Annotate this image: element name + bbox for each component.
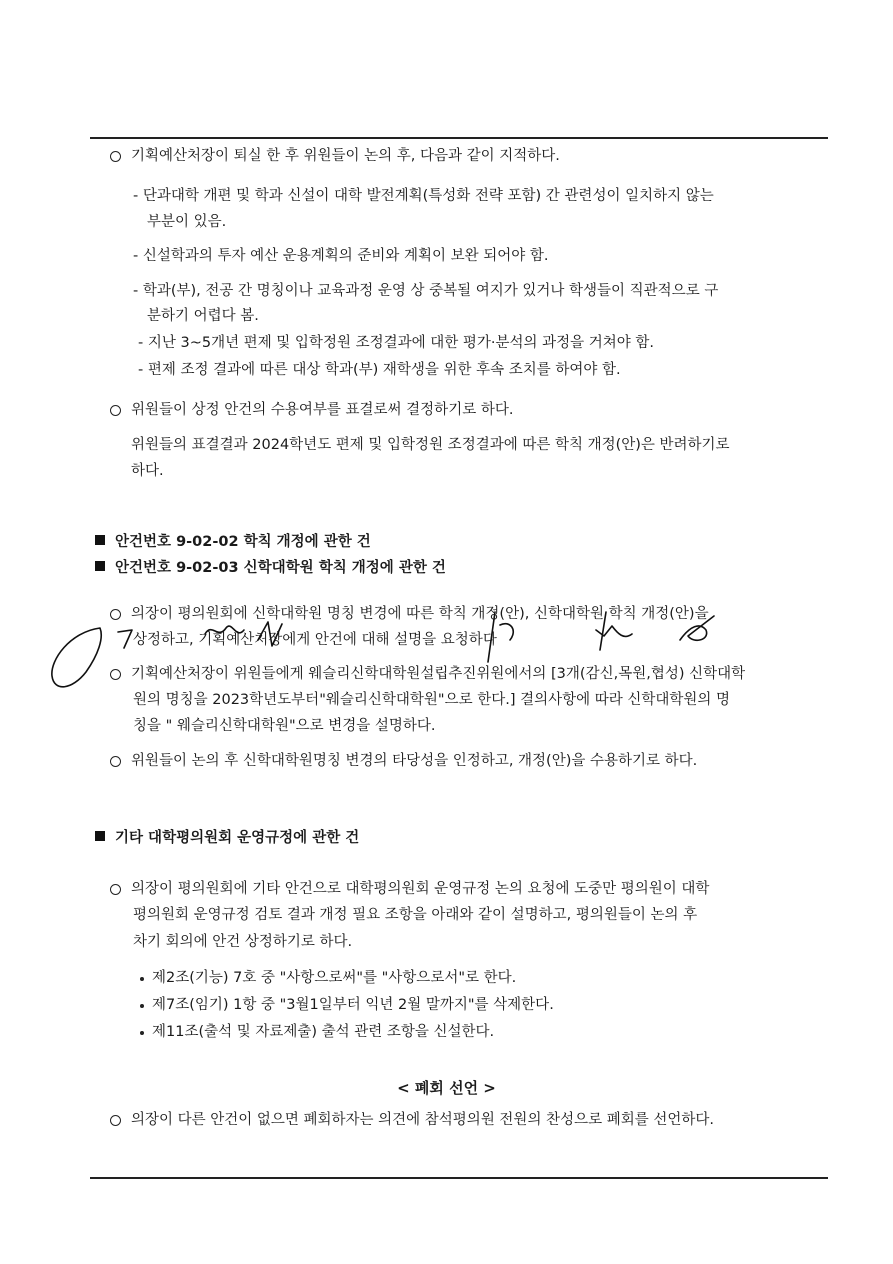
signature-stroke-5 bbox=[500, 624, 513, 640]
point2-line1: - 신설학과의 투자 예산 운용계획의 준비와 계획이 보완 되어야 함. bbox=[133, 248, 549, 264]
other-p1-line2: 평의원회 운영규정 검토 결과 개정 필요 조항을 아래와 같이 설명하고, 평의원들이 논의 후 bbox=[133, 907, 698, 923]
section1-intro: 기획예산처장이 퇴실 한 후 위원들이 논의 후, 다음과 같이 지적하다. bbox=[131, 148, 560, 164]
square-bullet-icon bbox=[95, 831, 105, 841]
other-p1-line3: 차기 회의에 안건 상정하기로 하다. bbox=[133, 934, 353, 950]
dot-bullet-icon bbox=[140, 1031, 144, 1035]
signature-stroke-1 bbox=[118, 630, 132, 648]
agenda-p2-line1: 기획예산처장이 위원들에게 웨슬리신학대학원설립추진위원에서의 [3개(감신,목원,협성) 신학대학 bbox=[131, 666, 746, 682]
agenda-item2-heading: 안건번호 9-02-03 신학대학원 학칙 개정에 관한 건 bbox=[115, 560, 446, 576]
other-heading: 기타 대학평의원회 운영규정에 관한 건 bbox=[115, 830, 360, 846]
signature-stroke-6 bbox=[596, 626, 632, 636]
agenda-p1-line1: 의장이 평의원회에 신학대학원 명칭 변경에 따른 학칙 개정(안), 신학대학원 학칙 개정(안)을 bbox=[131, 606, 709, 622]
dot-bullet-icon bbox=[140, 977, 144, 981]
closing-title: < 폐회 선언 > bbox=[397, 1079, 496, 1097]
point1-line1: - 단과대학 개편 및 학과 신설이 대학 발전계획(특성화 전략 포함) 간 관련성이 일치하지 않는 bbox=[133, 188, 714, 204]
dot-bullet-icon bbox=[140, 1004, 144, 1008]
signature-stroke-3 bbox=[258, 622, 282, 646]
other-bullet-1: 제2조(기능) 7호 중 "사항으로써"를 "사항으로서"로 한다. bbox=[152, 970, 517, 986]
other-bullet-3: 제11조(출석 및 자료제출) 출석 관련 조항을 신설한다. bbox=[152, 1024, 495, 1040]
agenda-p3: 위원들이 논의 후 신학대학원명칭 변경의 타당성을 인정하고, 개정(안)을 수용하기로 하다. bbox=[131, 753, 698, 769]
signature-stroke-2 bbox=[205, 626, 244, 634]
signature-oval bbox=[52, 628, 101, 687]
vote-intro: 위원들이 상정 안건의 수용여부를 표결로써 결정하기로 하다. bbox=[131, 402, 514, 418]
agenda-item1-heading: 안건번호 9-02-02 학칙 개정에 관한 건 bbox=[115, 534, 371, 550]
circle-bullet-icon bbox=[110, 884, 121, 895]
point3-line2: 분하기 어렵다 봄. bbox=[147, 308, 259, 324]
bottom-rule bbox=[90, 1177, 828, 1179]
agenda-p2-line3: 칭을 " 웨슬리신학대학원"으로 변경을 설명하다. bbox=[133, 718, 436, 734]
point5-line1: - 편제 조정 결과에 따른 대상 학과(부) 재학생을 위한 후속 조치를 하여야 함. bbox=[138, 362, 621, 378]
agenda-p1-line2: 상정하고, 기획예산처장에게 안건에 대해 설명을 요청하다 bbox=[133, 632, 497, 648]
closing-text: 의장이 다른 안건이 없으면 폐회하자는 의견에 참석평의원 전원의 찬성으로 폐회를 선언하다. bbox=[131, 1112, 714, 1128]
circle-bullet-icon bbox=[110, 1115, 121, 1126]
vote-result-line2: 하다. bbox=[131, 463, 164, 479]
other-bullet-2: 제7조(임기) 1항 중 "3월1일부터 익년 2월 말까지"를 삭제한다. bbox=[152, 997, 554, 1013]
point3-line1: - 학과(부), 전공 간 명칭이나 교육과정 운영 상 중복될 여지가 있거나 학생들이 직관적으로 구 bbox=[133, 283, 719, 299]
other-p1-line1: 의장이 평의원회에 기타 안건으로 대학평의원회 운영규정 논의 요청에 도중만 평의원이 대학 bbox=[131, 881, 710, 897]
signature-stroke-8 bbox=[680, 616, 714, 640]
point1-line2: 부분이 있음. bbox=[147, 214, 227, 230]
signature-stroke-4 bbox=[488, 612, 495, 662]
agenda-p2-line2: 원의 명칭을 2023학년도부터"웨슬리신학대학원"으로 한다.] 결의사항에 따라 신학대학원의 명 bbox=[133, 692, 731, 708]
vote-result-line1: 위원들의 표결결과 2024학년도 편제 및 입학정원 조정결과에 따른 학칙 개정(안)은 반려하기로 bbox=[131, 437, 730, 453]
point4-line1: - 지난 3~5개년 편제 및 입학정원 조정결과에 대한 평가·분석의 과정을 거쳐야 함. bbox=[138, 335, 654, 351]
signature-stroke-7 bbox=[600, 612, 606, 650]
